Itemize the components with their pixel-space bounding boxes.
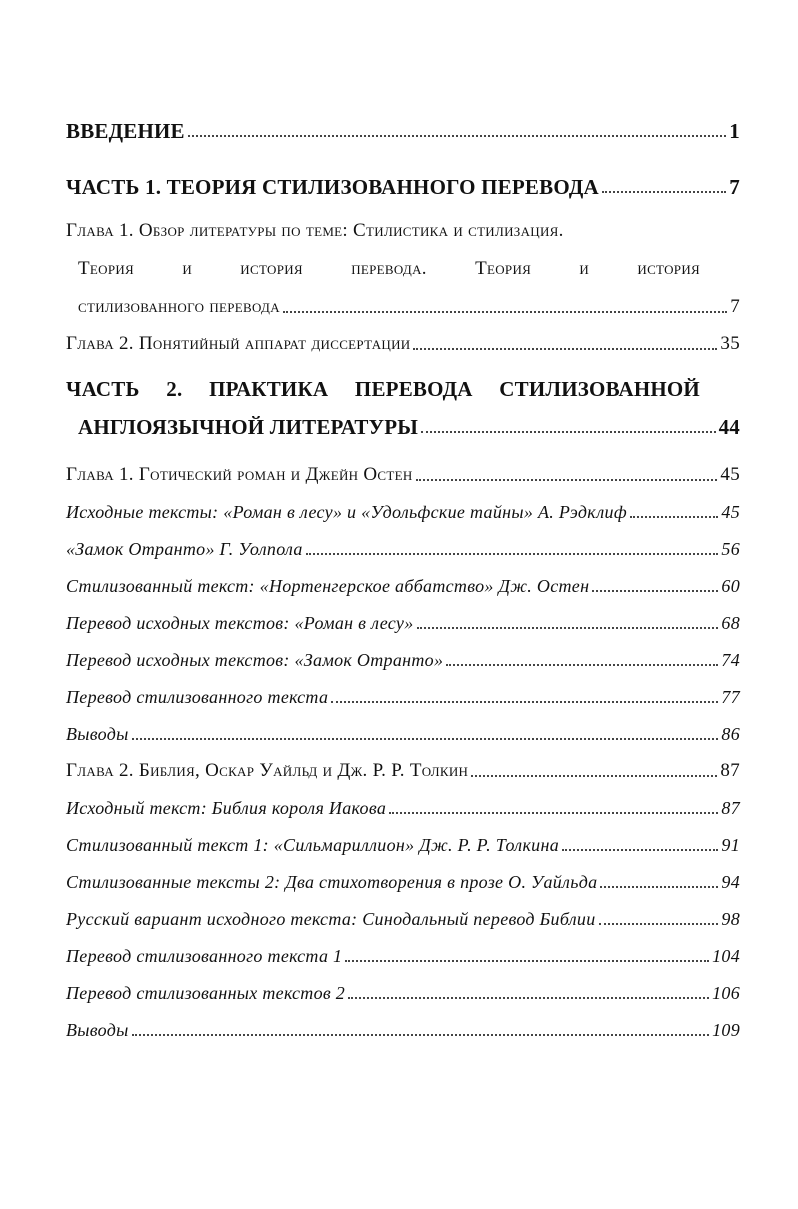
toc-entry-page: 60	[721, 576, 740, 596]
toc-word: и	[182, 258, 193, 279]
toc-entry-chapter-1-1-line1	[66, 212, 702, 242]
toc-entry-page: 74	[721, 650, 740, 670]
dot-leader	[132, 1034, 709, 1036]
dot-leader	[345, 960, 709, 962]
toc-entry-title: Исходный текст: Библия короля Иакова	[66, 798, 387, 818]
toc-entry-title: Глава 2. Понятийный аппарат диссертации	[66, 333, 411, 354]
toc-word: Теория	[475, 258, 532, 279]
toc-entry-page: 7	[730, 296, 740, 317]
toc-entry-page: 45	[720, 464, 740, 485]
dot-leader	[421, 431, 716, 433]
toc-word: 2.	[166, 377, 183, 401]
toc-entry-subsection	[66, 937, 740, 967]
dot-leader	[188, 135, 727, 137]
dot-leader	[413, 348, 717, 350]
toc-word: история	[240, 258, 303, 279]
toc-entry-page: 109	[712, 1020, 740, 1040]
toc-entry-page: 35	[720, 333, 740, 354]
toc-entry-subsection	[66, 863, 740, 893]
toc-entry-page: 87	[720, 760, 740, 781]
toc-entry-title: Перевод исходных текстов: «Роман в лесу»	[66, 613, 414, 633]
dot-leader	[417, 627, 719, 629]
toc-entry-page: 91	[721, 835, 740, 855]
toc-entry-title: «Замок Отранто» Г. Уолпола	[66, 539, 303, 559]
toc-entry-subsection	[66, 641, 740, 671]
toc-entry-subsection	[66, 789, 740, 819]
toc-entry-subsection	[66, 493, 740, 523]
toc-entry-chapter-1-1-line2	[78, 250, 700, 280]
toc-word: ПЕРЕВОДА	[354, 377, 473, 401]
dot-leader	[348, 997, 709, 999]
toc-entry-title: Глава 2. Библия, Оскар Уайльд и Дж. Р. Р. Толкин	[66, 760, 469, 781]
toc-entry-part-1	[66, 168, 740, 198]
toc-word: СТИЛИЗОВАННОЙ	[499, 377, 700, 401]
toc-entry-subsection	[66, 974, 740, 1004]
toc-entry-subsection	[66, 715, 740, 745]
toc-word: перевода.	[351, 258, 427, 279]
dot-leader	[602, 191, 726, 193]
dot-leader	[446, 664, 718, 666]
toc-entry-chapter-1-2	[66, 325, 740, 355]
toc-word: Теория	[78, 258, 135, 279]
dot-leader	[599, 923, 719, 925]
toc-entry-title: Перевод стилизованного текста 1	[66, 946, 343, 966]
dot-leader	[306, 553, 719, 555]
dot-leader	[132, 738, 719, 740]
toc-entry-title: ВВЕДЕНИЕ	[66, 119, 185, 143]
toc-entry-page: 98	[721, 909, 740, 929]
toc-entry-page: 56	[721, 539, 740, 559]
toc-entry-part-2-line2	[78, 408, 740, 438]
toc-entry-title: Перевод стилизованных текстов 2	[66, 983, 346, 1003]
toc-entry-chapter-1-1-line3	[78, 288, 740, 318]
toc-entry-page: 45	[721, 502, 740, 522]
toc-word: история	[637, 258, 700, 279]
toc-entry-chapter-2-1	[66, 456, 740, 486]
toc-entry-title: ЧАСТЬ 1. ТЕОРИЯ СТИЛИЗОВАННОГО ПЕРЕВОДА	[66, 175, 599, 199]
toc-entry-page: 68	[721, 613, 740, 633]
toc-entry-title: Русский вариант исходного текста: Синодальный перевод Библии	[66, 909, 596, 929]
toc-entry-page: 104	[712, 946, 740, 966]
toc-entry-title: Стилизованный текст: «Нортенгерское аббатство» Дж. Остен	[66, 576, 590, 596]
toc-entry-title: стилизованного перевода	[78, 296, 280, 317]
toc-entry-title: Глава 1. Обзор литературы по теме: Стилистика и стилизация.	[66, 220, 564, 241]
toc-entry-subsection	[66, 604, 740, 634]
toc-entry-title: Выводы	[66, 1020, 129, 1040]
dot-leader	[592, 590, 718, 592]
toc-entry-title: Перевод стилизованного текста	[66, 687, 329, 707]
toc-entry-part-2-line1	[66, 370, 700, 400]
toc-entry-page: 94	[721, 872, 740, 892]
toc-entry-page: 7	[729, 175, 740, 199]
toc-word: ПРАКТИКА	[209, 377, 329, 401]
dot-leader	[416, 479, 718, 481]
dot-leader	[600, 886, 718, 888]
toc-word: ЧАСТЬ	[66, 377, 140, 401]
toc-entry-page: 77	[721, 687, 740, 707]
toc-entry-chapter-2-2	[66, 752, 740, 782]
toc-entry-subsection	[66, 900, 740, 930]
dot-leader	[331, 701, 718, 703]
toc-entry-title: Глава 1. Готический роман и Джейн Остен	[66, 464, 413, 485]
toc-entry-page: 44	[718, 415, 740, 439]
toc-entry-subsection	[66, 567, 740, 597]
toc-entry-title: АНГЛОЯЗЫЧНОЙ ЛИТЕРАТУРЫ	[78, 415, 419, 439]
dot-leader	[471, 775, 717, 777]
toc-entry-title: Стилизованный текст 1: «Сильмариллион» Дж. Р. Р. Толкина	[66, 835, 559, 855]
toc-entry-title: Исходные тексты: «Роман в лесу» и «Удольфские тайны» А. Рэдклиф	[66, 502, 627, 522]
toc-entry-intro	[66, 112, 740, 142]
toc-entry-page: 86	[721, 724, 740, 744]
toc-entry-title: Выводы	[66, 724, 129, 744]
dot-leader	[389, 812, 718, 814]
toc-entry-page: 1	[729, 119, 740, 143]
toc-entry-page: 87	[721, 798, 740, 818]
toc-entry-subsection	[66, 530, 740, 560]
toc-entry-subsection	[66, 1011, 740, 1041]
toc-word: и	[579, 258, 590, 279]
dot-leader	[283, 311, 727, 313]
toc-entry-subsection	[66, 678, 740, 708]
dot-leader	[562, 849, 718, 851]
toc-entry-title: Стилизованные тексты 2: Два стихотворения в прозе О. Уайльда	[66, 872, 598, 892]
toc-entry-subsection	[66, 826, 740, 856]
toc-entry-title: Перевод исходных текстов: «Замок Отранто»	[66, 650, 444, 670]
dot-leader	[630, 516, 718, 518]
toc-entry-page: 106	[712, 983, 740, 1003]
